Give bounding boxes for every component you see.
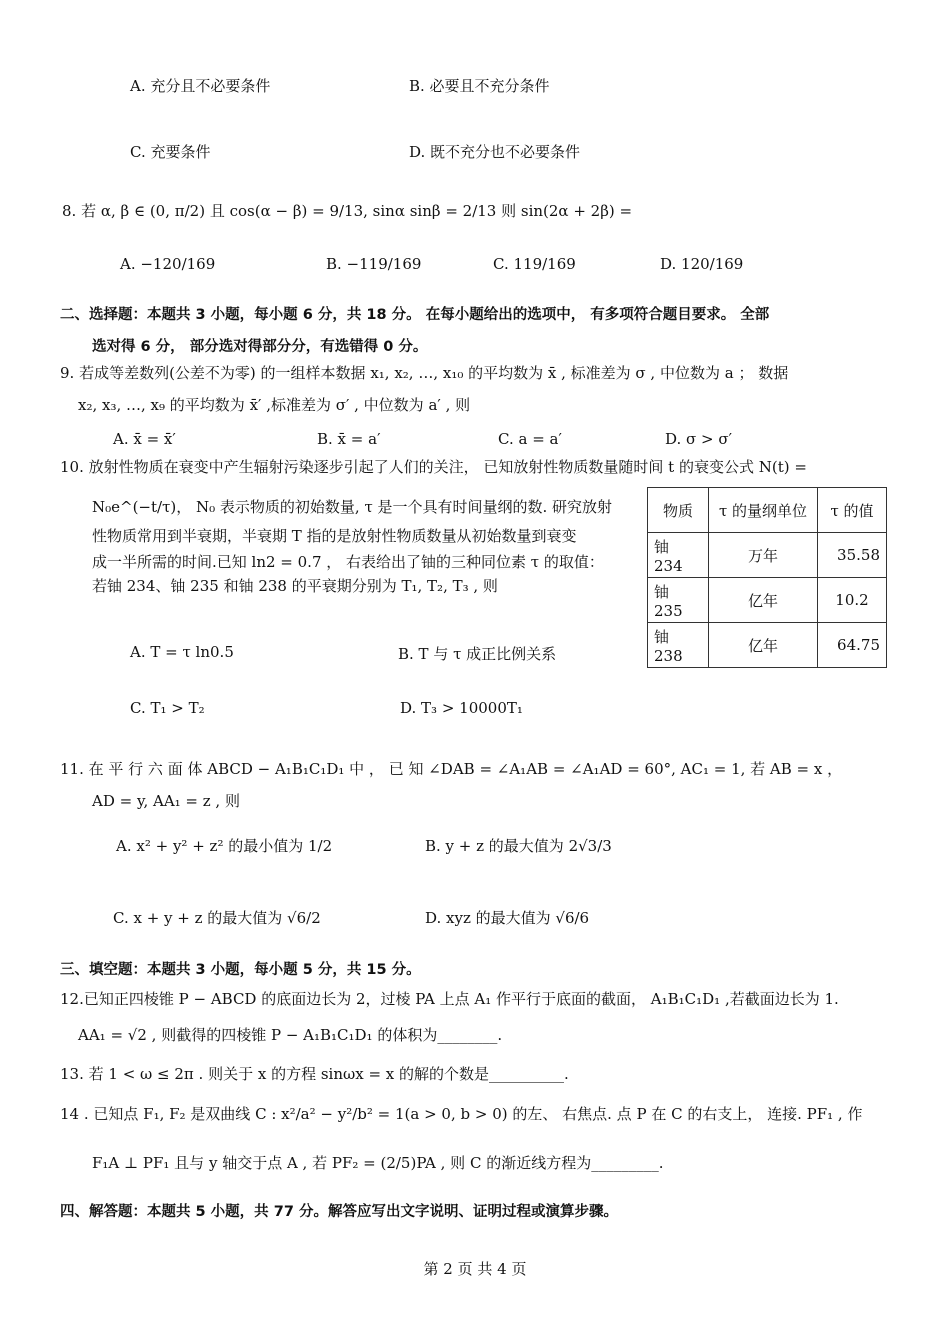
q10-line2: N₀e^(−t/τ)， N₀ 表示物质的初始数量, τ 是一个具有时间量纲的数. 研究放射: [92, 498, 613, 516]
q10-line4: 成一半所需的时间.已知 ln2 = 0.7 ， 右表给出了铀的三种同位素 τ 的取值：: [92, 553, 604, 571]
q8-option-b: B. −119/169: [326, 255, 422, 273]
cell-value: 10.2: [818, 578, 887, 623]
q11-option-b: B. y + z 的最大值为 2√3/3: [425, 837, 612, 855]
q10-line3: 性物质常用到半衰期，半衰期 T 指的是放射性物质数量从初始数量到衰变: [92, 527, 577, 545]
q9-option-b: B. x̄ = a′: [317, 430, 381, 448]
q10-option-b: B. T 与 τ 成正比例关系: [398, 645, 557, 663]
cell-substance: 铀 238: [648, 623, 709, 668]
q9-line2: x₂, x₃, …, x₉ 的平均数为 x̄′ ,标准差为 σ′ , 中位数为 a′ , 则: [78, 396, 471, 414]
cell-substance: 铀 234: [648, 533, 709, 578]
q8-option-c: C. 119/169: [493, 255, 576, 273]
q9-line1: 9. 若成等差数列(公差不为零) 的一组样本数据 x₁, x₂, …, x₁₀ 的平均数为 x̄ , 标准差为 σ , 中位数为 a ； 数据: [60, 364, 789, 382]
cell-substance: 铀 235: [648, 578, 709, 623]
cell-value: 35.58: [818, 533, 887, 578]
table-row: [648, 578, 887, 623]
header-value: τ 的值: [818, 488, 887, 533]
q11-line1: 11. 在 平 行 六 面 体 ABCD − A₁B₁C₁D₁ 中 ， 已 知 ∠DAB = ∠A₁AB = ∠A₁AD = 60°, AC₁ = 1, 若 AB = x ，: [60, 760, 843, 778]
q7-option-b: B. 必要且不充分条件: [409, 77, 550, 95]
q8-option-d: D. 120/169: [660, 255, 744, 273]
q11-line2: AD = y, AA₁ = z , 则: [92, 792, 240, 810]
section2-heading-line1: 二、选择题：本题共 3 小题，每小题 6 分，共 18 分。 在每小题给出的选项中， 有多项符合题目要求。 全部: [60, 307, 770, 323]
q13-line: 13. 若 1 < ω ≤ 2π . 则关于 x 的方程 sinωx = x 的解的个数是__________.: [60, 1065, 569, 1083]
q10-option-c: C. T₁ > T₂: [130, 699, 205, 717]
cell-unit: 亿年: [709, 623, 818, 668]
cell-value: 64.75: [818, 623, 887, 668]
tau-table-header: [648, 488, 887, 533]
q11-option-d: D. xyz 的最大值为 √6/6: [425, 909, 590, 927]
q7-option-a: A. 充分且不必要条件: [130, 77, 271, 95]
page-footer: 第 2 页 共 4 页: [423, 1260, 527, 1278]
q10-line5: 若铀 234、铀 235 和铀 238 的平衰期分别为 T₁, T₂, T₃ , 则: [92, 577, 498, 595]
q10-option-a: A. T = τ ln0.5: [130, 643, 234, 661]
q10-option-d: D. T₃ > 10000T₁: [400, 699, 523, 717]
q7-option-c: C. 充要条件: [130, 143, 211, 161]
q14-line2: F₁A ⊥ PF₁ 且与 y 轴交于点 A , 若 PF₂ = (2/5)PA , 则 C 的渐近线方程为_________.: [92, 1154, 664, 1172]
header-unit: τ 的量纲单位: [709, 488, 818, 533]
q8-stem: 8. 若 α, β ∈ (0, π/2) 且 cos(α − β) = 9/13, sinα sinβ = 2/13 则 sin(2α + 2β) =: [62, 202, 633, 220]
table-row: [648, 623, 887, 668]
header-substance: 物质: [648, 488, 709, 533]
tau-table: [647, 487, 887, 668]
q12-line1: 12.已知正四棱锥 P − ABCD 的底面边长为 2，过棱 PA 上点 A₁ 作平行于底面的截面， A₁B₁C₁D₁ ,若截面边长为 1.: [60, 990, 839, 1008]
q10-line1: 10. 放射性物质在衰变中产生辐射污染逐步引起了人们的关注， 已知放射性物质数量随时间 t 的衰变公式 N(t) =: [60, 458, 807, 476]
section3-heading: 三、填空题：本题共 3 小题，每小题 5 分，共 15 分。: [60, 962, 421, 978]
q9-option-c: C. a = a′: [498, 430, 562, 448]
q12-line2: AA₁ = √2 , 则截得的四棱锥 P − A₁B₁C₁D₁ 的体积为________.: [78, 1026, 503, 1044]
q11-option-a: A. x² + y² + z² 的最小值为 1/2: [116, 837, 333, 855]
section4-heading: 四、解答题：本题共 5 小题，共 77 分。解答应写出文字说明、证明过程或演算步骤。: [60, 1204, 618, 1220]
q9-option-a: A. x̄ = x̄′: [113, 430, 176, 448]
cell-unit: 万年: [709, 533, 818, 578]
q14-line1: 14 . 已知点 F₁, F₂ 是双曲线 C : x²/a² − y²/b² = 1(a > 0, b > 0) 的左、 右焦点. 点 P 在 C 的右支上， 连接. PF₁ , 作: [60, 1105, 863, 1123]
q11-option-c: C. x + y + z 的最大值为 √6/2: [113, 909, 321, 927]
q7-option-d: D. 既不充分也不必要条件: [409, 143, 581, 161]
section2-heading-line2: 选对得 6 分， 部分选对得部分分，有选错得 0 分。: [92, 339, 428, 355]
cell-unit: 亿年: [709, 578, 818, 623]
q9-option-d: D. σ > σ′: [665, 430, 733, 448]
q8-option-a: A. −120/169: [120, 255, 216, 273]
table-row: [648, 533, 887, 578]
